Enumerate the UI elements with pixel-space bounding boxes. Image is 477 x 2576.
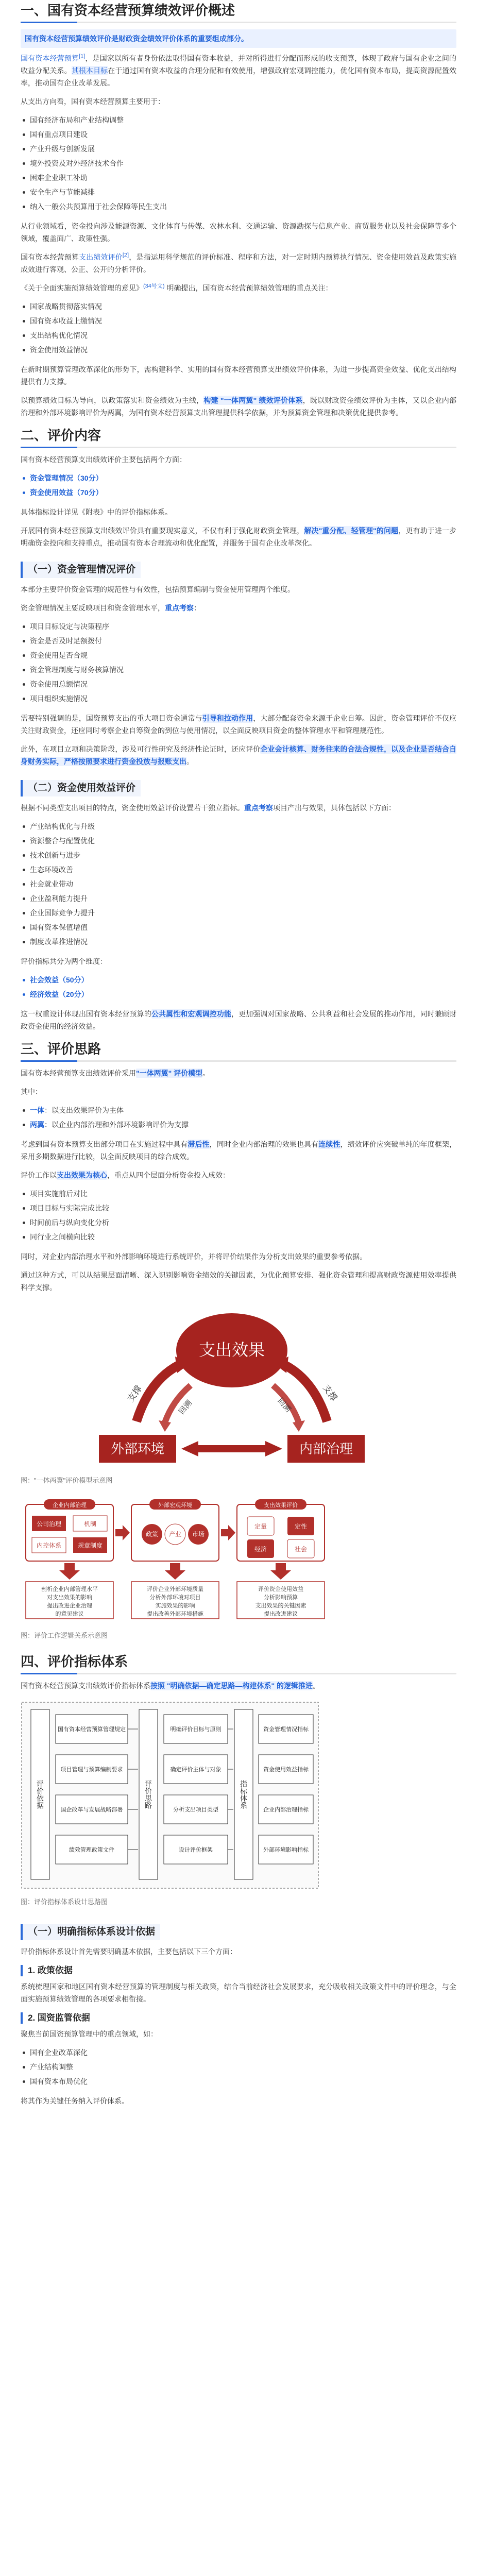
section-4-title: 四、评价指标体系 [21,1654,128,1669]
figure-caption: 图："一体两翼"评价模型示意图 [21,1477,113,1484]
figure-caption: 图：评价指标体系设计思路图 [21,1898,108,1906]
highlight: 滞后性 [188,1140,210,1148]
list-item: 时间前后与纵向变化分析 [21,1216,456,1229]
paragraph [21,1008,456,1032]
subsection-title: （一）资金管理情况评价 [21,562,141,578]
right-feedback-label: 回溯 [276,1396,293,1414]
section-2-header [21,425,456,453]
list-item: 资金使用是否合规 [21,649,456,662]
result-line: 评价资金使用效益 [258,1586,303,1592]
highlight: 支出效果为核心 [57,1171,107,1179]
management-list [21,620,456,705]
item-label: 企业内部治理指标 [263,1807,309,1813]
highlight: "一体两翼" 评价模型 [136,1069,203,1077]
text: ：以企业内部治理和外部环境影响评价为支撑 [44,1121,189,1129]
list-item: 国有资本保值增值 [21,921,456,934]
text: ，既以财政资金绩效评价为主体，又以企业内部治理和外部环境影响评价为两翼，为国有资本经营预算支出管理提供科学依据，并为预算资金管理和决策优化提供参考。 [21,396,456,417]
result-line: 提出改进建议 [264,1611,298,1617]
paragraph: 通过这种方式，可以从结果层面清晰、深入识别影响资金绩效的关键因素，为优化预算安排、强化资金管理和提高财政资源使用效率提供科学支撑。 [21,1271,456,1292]
arrow-down [165,1563,185,1580]
text: 《关于全面实施预算绩效管理的意见》 [21,284,143,292]
section-4-header [21,1651,456,1680]
text: 项目产出与效果，具体包括以下方面： [273,804,396,812]
section-divider [21,447,456,448]
paragraph [21,251,456,276]
footnote-ref[interactable]: [2] [122,252,129,259]
result-line: 分析影响预算 [264,1595,298,1601]
paragraph: 具体指标设计详见《附表》中的评价指标体系。 [21,508,172,516]
item-label: 国企改革与发展战略部署 [60,1807,123,1813]
item-label: 国有资本经营预算管理规定 [58,1726,126,1733]
right-support-label: 支撑 [321,1383,339,1403]
list-item: 项目组织实施情况 [21,692,456,705]
footnote-ref[interactable]: (34号文) [143,283,165,290]
result-line: 提出改进企业治理 [47,1603,92,1609]
left-support-label: 支撑 [125,1383,144,1404]
section-3-header [21,1039,456,1067]
paragraph [21,1138,456,1163]
list-item: 项目目标设定与决策程序 [21,620,456,633]
list-item: 纳入一般公共预算用于社会保障等民生支出 [21,200,456,213]
list-item: 国有企业改革深化 [21,2046,456,2059]
cell-label: 机制 [83,1520,97,1528]
text: 国有资本经营预算支出绩效评价指标体系 [21,1682,150,1690]
arrow-down [59,1563,80,1580]
list-item: 技术创新与进步 [21,849,456,861]
subsection-title: （一）明确指标体系设计依据 [21,1924,160,1940]
paragraph [21,1680,456,1692]
emphasis: 重点考察 [244,804,273,812]
internal-label: 内部治理 [299,1441,353,1456]
section-2-title: 二、评价内容 [21,428,101,443]
column-title: 支出效果评价 [264,1502,298,1509]
heading-level-3: 1. 政策依据 [21,1965,456,1976]
text: 明确提出，国有资本经营预算绩效管理的重点关注： [164,284,333,292]
paragraph: 评价指标共分为两个维度： [21,957,107,965]
paragraph: 评价指标体系设计首先需要明确基本依据，主要包括以下三个方面： [21,1947,237,1956]
result-line: 剖析企业内部管理水平 [41,1586,98,1592]
text: ，更加强调对国家战略、公共利益和社会发展的推动作用，同时兼顾财政资金使用的经济效益。 [21,1010,457,1030]
section-3-title: 三、评价思路 [21,1041,101,1057]
paragraph: 在新时期预算管理改革深化的形势下，需构建科学、实用的国有资本经营预算支出绩效评价体系，为进一步提高资金效益、优化支出结构提供有力支撑。 [21,365,456,386]
list-item: 项目实施前后对比 [21,1188,456,1200]
section-divider [21,1673,456,1674]
text: 开展国有资本经营预算支出绩效评价具有重要现实意义，不仅有利于强化财政资金管理， [21,527,304,535]
list-item: 产业结构调整 [21,2061,456,2073]
paragraph: 系统梳理国家和地区国有资本经营预算的管理制度与相关政策，结合当前经济社会发展要求，充分吸收相关政策文件中的评价理念，与全面实施预算绩效管理的各项要求相衔接。 [21,1982,456,2003]
text: 国有资本经营预算支出绩效评价采用 [21,1069,136,1077]
arrowhead [293,1420,305,1432]
section-1-lead: 国有资本经营预算绩效评价是财政资金绩效评价体系的重要组成部分。 [21,29,456,48]
list-item: 困难企业职工补助 [21,172,456,184]
paragraph [21,1067,456,1079]
text: 以预算绩效目标为导向，以政策落实和资金绩效为主线， [21,396,204,404]
list-item: 国家战略贯彻落实情况 [21,300,456,313]
term: 两翼 [30,1121,44,1129]
term-link[interactable]: 国有资本经营预算 [21,54,79,62]
cell-label: 社会 [294,1546,308,1553]
list-item: 资金是否及时足额拨付 [21,635,456,647]
arrow-down [270,1563,291,1580]
text: 。 [313,1682,320,1690]
cell-label: 经济 [254,1546,267,1553]
paragraph: 同时，对企业内部治理水平和外部影响环境进行系统评价，并将评价结果作为分析支出效果的重要参考依据。 [21,1252,367,1261]
text: 资金管理情况主要反映项目和资金管理水平， [21,604,165,612]
paragraph: 聚焦当前国资预算管理中的重点领域，如： [21,2030,158,2038]
subsection-title: （二）资金使用效益评价 [21,780,141,796]
arrow-right [115,1525,130,1540]
text: 考虑到国有资本预算支出部分项目在实施过程中具有 [21,1140,188,1148]
text: 。 [186,757,194,766]
text: ，更有助于进一步明确资金投向和支持重点，推动国有资本合理流动和优化配置，并服务于国有企业改革深化。 [21,527,457,547]
list-item: 境外投资及对外经济技术合作 [21,157,456,170]
circle-label: 市场 [192,1531,205,1538]
text: ：以支出效果评价为主体 [44,1106,124,1114]
evaluation-logic-diagram [21,1499,335,1623]
section-divider [21,22,456,23]
text: 在于通过国有资本收益的合理分配和有效使用，增强政府宏观调控能力，优化国有资本布局，提高资源配置效率，推动国有企业改革发展。 [21,66,457,87]
paragraph [21,282,456,294]
uses-list [21,114,456,213]
circle-label: 产业 [168,1531,182,1538]
paragraph: 从支出方向看，国有资本经营预算主要用于： [21,97,165,106]
circle-label: 政策 [145,1531,159,1538]
external-label: 外部环境 [110,1441,165,1456]
highlight: 解决"重分配、轻管理"的问题 [304,527,399,535]
cell-label: 定性 [294,1523,308,1530]
result-line: 对支出效果的影响 [47,1595,92,1601]
term-link[interactable]: 支出绩效评价 [79,253,123,261]
list-item: 支出结构优化情况 [21,329,456,342]
paragraph [21,802,456,814]
list-item: 国有经济布局和产业结构调整 [21,114,456,126]
text: 根据不同类型支出项目的特点，资金使用效益评价设置若干独立指标。 [21,804,244,812]
column-title: 外部宏观环境 [158,1502,192,1509]
paragraph: 其中： [21,1088,42,1096]
text: ，绩效评价应突破单纯的年度框架，采用多期数据进行比较，以全面反映项目的综合成效。 [21,1140,457,1161]
result-line: 支出效果的关键因素 [255,1603,306,1609]
heading-level-3: 2. 国资监管依据 [21,2012,456,2024]
head-label: 指标体系 [240,1780,248,1809]
item-label: 绩效管理政策文件 [69,1847,114,1853]
section-1-title: 一、国有资本经营预算绩效评价概述 [21,3,235,18]
paragraph [21,52,456,89]
paragraph [21,394,456,419]
highlight: 其根本目标 [71,66,108,75]
head-label: 评价思路 [144,1780,152,1809]
section-1-header [21,0,456,28]
emphasis: 重点考察 [165,604,194,612]
cell-label: 内控体系 [36,1542,62,1549]
text: 需要特别强调的是，国资预算支出的重大项目资金通常与 [21,714,202,722]
benefit-list [21,820,456,948]
right-column [237,1499,325,1561]
levels-list [21,1188,456,1243]
list-item: 社会效益（50分） [21,974,456,986]
focus-areas-list [21,2046,456,2088]
text: 评价工作以 [21,1171,57,1179]
result-line: 分析外部环境对项目 [149,1595,201,1601]
list-item [21,1118,456,1131]
left-column [26,1499,113,1561]
text: 这一权重设计体现出国有资本经营预算的 [21,1010,151,1018]
text: ，大部分配套资金来源于企业自筹。因此，资金管理评价不仅应关注财政资金，还应同时考察企业自筹资金的到位与使用情况，以全面反映项目资金的整体管理水平和管理规范性。 [21,714,457,735]
item-label: 资金使用效益指标 [263,1767,309,1773]
list-item: 国有资本布局优化 [21,2075,456,2088]
text: 此外，在项目立项和决策阶段，涉及可行性研究及经济性论证时，还应评价 [21,745,261,753]
section-divider [21,1060,456,1062]
right-support-arrow [284,1365,327,1421]
item-label: 设计评价框架 [179,1847,213,1853]
middle-column [131,1499,219,1561]
list-item: 社会就业带动 [21,878,456,890]
footnote-ref[interactable]: [1] [79,53,86,60]
indicator-design-flowchart [21,1701,319,1889]
paragraph [21,712,456,737]
text: 国有资本经营预算 [21,253,79,261]
list-item: 同行业之间横向比较 [21,1231,456,1243]
paragraph [21,1169,456,1181]
list-item: 资金使用总额情况 [21,678,456,690]
list-item: 资金管理制度与财务核算情况 [21,664,456,676]
list-item: 生态环境改善 [21,863,456,876]
text: ，重点从四个层面分析资金投入成效： [107,1171,230,1179]
paragraph [21,743,456,768]
head-label: 评价依据 [36,1780,44,1809]
text: 。 [202,1069,210,1077]
focus-list [21,300,456,356]
paragraph: 国有资本经营预算支出绩效评价主要包括两个方面： [21,455,186,464]
item-label: 资金管理情况指标 [263,1726,309,1733]
arrowhead [159,1420,171,1432]
highlight: 引导和拉动作用 [202,714,253,722]
highlight: 企业会计核算、财务往来的合法合规性，以及企业是否结合自身财务实际，严格按照要求进行资金投放与报账支出 [21,745,457,766]
highlight: 按照 "明确依据—确定思路—构建体系" 的逻辑推进 [150,1682,313,1690]
result-line: 评价企业外部环境质量 [147,1586,203,1592]
list-item: 产业结构优化与升级 [21,820,456,833]
list-item: 国有重点项目建设 [21,128,456,141]
cell-label: 公司治理 [36,1520,62,1528]
list-item: 制度改革推进情况 [21,936,456,948]
left-feedback-label: 回溯 [177,1398,194,1416]
list-item: 企业盈利能力提升 [21,892,456,905]
list-item: 企业国际竞争力提升 [21,907,456,919]
figure-caption: 图：评价工作逻辑关系示意图 [21,1632,108,1639]
item-label: 明确评价目标与原则 [170,1726,222,1733]
column-title: 企业内部治理 [53,1502,87,1509]
text: ，是指运用科学规范的评价标准、程序和方法，对一定时期内预算执行情况、资金使用效益及政策实施成效进行客观、公正、公开的分析评价。 [21,253,457,274]
list-item: 国有资本收益上缴情况 [21,315,456,327]
highlight: 连续性 [318,1140,340,1148]
paragraph [21,524,456,549]
one-body-two-wings-diagram [88,1303,376,1468]
paragraph: 本部分主要评价资金管理的规范性与有效性，包括预算编制与资金使用管理两个维度。 [21,585,295,594]
result-line: 实施效果的影响 [155,1603,195,1609]
list-item: 安全生产与节能减排 [21,186,456,198]
text: ： [194,604,201,612]
double-arrow [181,1441,282,1456]
list-item: 资金管理情况（30分） [21,472,456,484]
text: ，同时企业内部治理的效果也具有 [209,1140,319,1148]
content-parts-list [21,472,456,499]
item-label: 外部环境影响指标 [263,1847,309,1853]
result-line: 提出改善外部环境措施 [147,1611,203,1617]
top-label: 支出效果 [198,1341,265,1359]
list-item: 资源整合与配置优化 [21,835,456,847]
paragraph: 从行业领域看，资金投向涉及能源资源、文化体育与传媒、农林水利、交通运输、资源勘探与信息产业、商贸服务业以及社会保障等多个领域，覆盖面广、政策性强。 [21,222,456,243]
item-label: 项目管理与预算编制要求 [60,1767,123,1773]
dimension-list [21,974,456,1001]
result-line: 的意见建议 [55,1611,84,1617]
highlight: 公共属性和宏观调控功能 [151,1010,231,1018]
item-label: 分析支出项目类型 [173,1807,218,1813]
text: ，是国家以所有者身份依法取得国有资本收益，并对所得进行分配而形成的收支预算，体现了政府与国有企业之间的收益分配关系。 [21,54,457,75]
item-label: 确定评价主体与对象 [170,1767,222,1773]
highlight: 构建 "一体两翼" 绩效评价体系 [203,396,303,404]
cell-label: 定量 [254,1523,267,1530]
model-list [21,1104,456,1131]
list-item: 项目目标与实际完成比较 [21,1202,456,1214]
list-item: 经济效益（20分） [21,988,456,1001]
list-item: 产业升级与创新发展 [21,143,456,155]
paragraph: 将其作为关键任务纳入评价体系。 [21,2097,129,2105]
cell-label: 规章制度 [77,1542,103,1549]
term: 一体 [30,1106,44,1114]
paragraph [21,602,456,614]
list-item [21,1104,456,1116]
list-item: 资金使用效益情况 [21,344,456,356]
list-item: 资金使用效益（70分） [21,486,456,499]
left-support-arrow [137,1365,179,1421]
arrow-right [221,1525,235,1540]
